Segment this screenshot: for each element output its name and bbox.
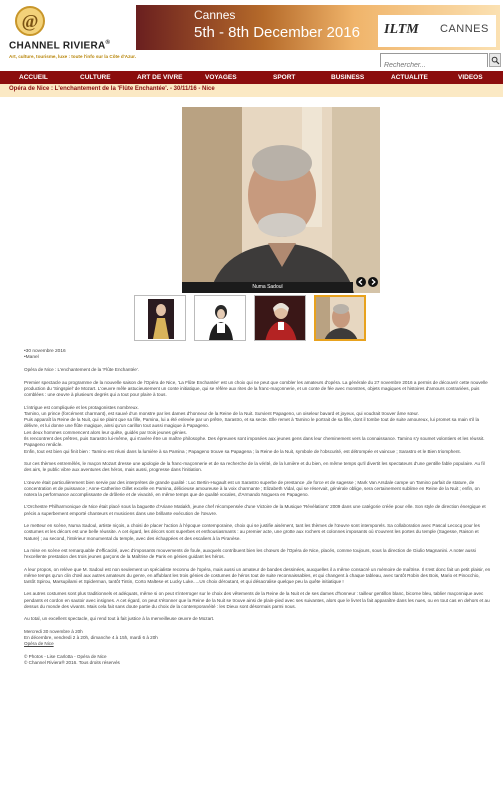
site-header <box>0 0 503 70</box>
banner-dates: 5th - 8th December 2016 <box>194 24 360 41</box>
article-title: Opéra de Nice : L'enchantement de la 'Flûte Enchantée'. <box>24 367 139 373</box>
performance-dates-2: En décembre, vendredi 2 à 20h, dimanche 4 à 15h, mardi 6 à 20h <box>24 634 158 640</box>
gallery-thumb-1[interactable] <box>134 295 186 341</box>
nav-actualite[interactable]: ACTUALITE <box>391 74 428 81</box>
article-paragraph-5: L'Orchestre Philharmonique de Nice était placé sous la baguette d'Ariane Matiakh, jeune chef récompensée d'une Victoire de la Musique 'Révélations' 2009 dans une catégorie créée pour elle. Son style de direction énergique et précis a superbement emporté chanteurs et musiciens dans une brillante exécution de l'œuvre. <box>24 504 486 516</box>
banner-badge-city: CANNES <box>440 23 489 35</box>
arrow-right-icon <box>370 279 376 285</box>
tagline: Art, culture, tourisme, luxe : toute l'info sur la Côte d'Azur. <box>9 54 136 59</box>
article-paragraph-1: Premier spectacle au programme de la nouvelle saison de l'Opéra de Nice, 'La Flûte Enchantée' est un choix qui ne peut que combler les amateurs d'opéra. La générale du 27 novembre 2016 a permis de découvrir cette nouvelle production du 'Singspiel' de Mozart. L'oeuvre mêle astucieusement un conte initiatique, qui se réfère aux rites de la franc-maçonnerie, et un conte de fée avec monstres, objets magiques et histoires d'amours contrariées, puis comblées : une œuvre à plusieurs degrés qui a tout pour plaire à tous. <box>24 379 488 398</box>
search-box <box>380 53 488 67</box>
article-paragraph-9: Les autres costumes sont plus traditionnels et adéquats, même si on peut s'interroger sur le choix des vêtements de la Reine de la Nuit et de ses dames d'honneur : tailleur gentillon blanc, bicorne bleu, tablier maçonnique avec pendants et cordon en sautoir avec insignes. A cet égard, on peut s'étonner que la Reine de la Nuit se trouve ainsi de plain-pied avec ses suivantes, alors que le livret la fait apparaître dans les nues, ou en tout cas en dehors et au dessus du monde des vivants. Mais cela fait sans doute partie du choix de la contemporanéité : les Dieux sont désormais parmi nous. <box>24 591 490 610</box>
main-nav <box>0 71 503 84</box>
main-photo[interactable] <box>182 107 380 293</box>
article-body <box>24 349 492 666</box>
article-paragraph-2: L'intrigue est compliquée et les protagonistes nombreux. Tamino, un prince (forcément charmant), est sauvé d'un monstre par les dames d'honneur de la Reine de la Nuit. Survient Papageno, un oiseleur bavard et joyeux, qui voudrait trouver âme sœur. Puis apparaît la Reine de la Nuit, qui se plaint que sa fille, Pamina, lui a été enlevée par un prêtre, Sarastro, et sa secte. Elle remet à Tamino le portrait de sa fille, dont il tombe tout de suite amoureux, lui promet sa main s'il la délivre, et lui donne une flûte magique, ainsi qu'un carillon tout aussi magique à Papageno. Les deux hommes commencent alors leur quête, guidés par trois jeunes génies. Ils rencontrent des prêtres, puis Sarastro lui-même, qui s'avère être un maître philosophe. Des épreuves sont imposées aux jeunes gens dans leur cheminement vers la connaissance. Tamino s'y soumet volontiers et les réussit. Papageno renâcle. Enfin, tout est bien qui finit bien : Tamino est réuni dans la lumière à sa Pamina ; Papageno trouve sa Papagena ; la Reine de la Nuit, symbole de l'obscurité, est détrompée et vaincue ; Sarastro et le Bien triomphent. <box>24 404 485 454</box>
thumb-image <box>316 297 366 341</box>
brand-name[interactable]: CHANNEL RIVIERA® <box>9 40 111 52</box>
ad-banner[interactable] <box>136 5 500 50</box>
opera-link[interactable]: Opéra de Nice <box>24 641 54 647</box>
article-paragraph-10: Au total, un excellent spectacle, qui rend tout à fait justice à la merveilleuse œuvre de Mozart. <box>24 616 215 622</box>
channel-riviera-logo[interactable] <box>14 4 46 38</box>
gallery-thumb-2[interactable] <box>194 295 246 341</box>
nav-sport[interactable]: SPORT <box>273 74 296 81</box>
breadcrumb-text: Opéra de Nice : L'enchantement de la 'Flûte Enchantée'. - 30/11/16 - Nice <box>9 86 215 92</box>
article-date: •30 novembre 2016 <box>24 349 66 354</box>
search-button[interactable] <box>489 53 501 67</box>
arrow-left-icon <box>358 279 364 285</box>
nav-art-de-vivre[interactable]: ART DE VIVRE <box>137 74 183 81</box>
gallery-thumb-4-selected[interactable] <box>314 295 366 341</box>
article-paragraph-8: A leur propos, on relève que M. Sadoul est non seulement un spécialiste reconnu de l'opéra, mais aussi un amateur de bandes dessinées, auxquelles il a même consacré un mémoire de maîtrise. Il s'est donc fait un petit plaisir, en même temps qu'un clin d'œil aux autres amateurs du genre, en affublant les trois génies de costumes de héros tout de suite reconnaissables, et qui changent à chaque tableau, avec tantôt Robin des Bois, Mario et Pinocchio, tantôt Spirou, Marsupilami et Spiderman, tantôt Tintin, Corto Maltese et Lucky Luke.....Un choix déroutant, et qui désacralise quelque peu la quête initiatique ! <box>24 566 491 585</box>
nav-accueil[interactable]: ACCUEIL <box>19 74 48 81</box>
nav-videos[interactable]: VIDEOS <box>458 74 483 81</box>
photo-caption <box>182 282 353 293</box>
gallery-thumb-3[interactable] <box>254 295 306 341</box>
thumb-image <box>135 296 186 341</box>
banner-city: Cannes <box>194 8 236 22</box>
copyright: © Channel Riviera® 2016. Tous droits réservés <box>24 659 120 665</box>
article-author: •Manel <box>24 355 39 361</box>
svg-text:@: @ <box>21 11 39 31</box>
thumb-image <box>255 296 306 341</box>
article-paragraph-3: Sur ces thèmes entremêlés, le maçon Mozart dresse une apologie de la franc-maçonnerie et de sa recherche de la vérité, de la lumière et du bien, en même temps qu'il divertit les spectateurs d'une gentille fable populaire. Au fil des airs, le public vibre aux aventures des héros, mais aussi, progresse dans l'initiation. <box>24 460 485 473</box>
nav-business[interactable]: BUSINESS <box>331 74 365 81</box>
performance-dates-1: Mercredi 30 novembre à 20h <box>24 628 83 634</box>
article-paragraph-7: La mise en scène est remarquable d'efficacité, avec d'imposants mouvements de foule, auxquels contribuent bien les chœurs de l'Opéra de Nice, placés, comme toujours, sous la direction de Giulio Magnanini. A noter aussi l'excellente prestation des trois jeunes garçons de la Maîtrise de Paris en génies guidant les héros. <box>24 547 476 560</box>
search-input[interactable] <box>381 60 487 72</box>
breadcrumb <box>0 84 503 97</box>
nav-culture[interactable]: CULTURE <box>80 74 111 81</box>
thumb-image <box>195 296 246 341</box>
article-paragraph-6: Le metteur en scène, Numa Sadoul, artiste niçois, a choisi de placer l'action à l'époque contemporaine, choix qui se justifie aisément, tant les thèmes de l'œuvre sont intemporels. Sa collaboration avec Pascal Lecocq pour les costumes et les décors est une belle réussite. A cet égard, les décors sont superbes et enthousiasmants : au premier acte, une grotte aux rochers et colonnes imposants où s'ouvrent les portes du temple (Sagesse, Raison et Nature) ; au second, l'intérieur monumental du temple, avec des échappées et des escaliers à la Piranèse. <box>24 523 480 541</box>
photo-credit: © Photos - Lise Carlotta - Opéra de Nice <box>24 653 107 659</box>
article-paragraph-4: L'œuvre était particulièrement bien servie par des interprètes de grande qualité : Luc Bertin-Hugault est un Sarastro superbe de prestance ,de force et de sagesse ; Mark Van Arsdale campe un Tamino parfait de stature, de concentration et de puissance ; Anne-Catherine Gillet excelle en Pamina, délicieuse amoureuse à la voix charmante ; Elizabeth Vidal, qui se réservait, générale oblige, sera certainement sublime en Reine de la Nuit ; enfin, on notera la performance accomplissante de drôlerie et de vivacité, en même temps que de qualité vocales, d'Armando Noguera en Papageno. <box>24 479 480 498</box>
gallery-prev-button[interactable] <box>356 277 366 287</box>
search-icon <box>491 56 500 65</box>
portrait-image <box>182 107 380 293</box>
banner-badge <box>378 15 496 47</box>
banner-badge-logo: ILTM <box>384 22 419 37</box>
photo-caption-text: Numa Sadoul <box>252 284 283 290</box>
gallery-next-button[interactable] <box>368 277 378 287</box>
nav-voyages[interactable]: VOYAGES <box>205 74 237 81</box>
